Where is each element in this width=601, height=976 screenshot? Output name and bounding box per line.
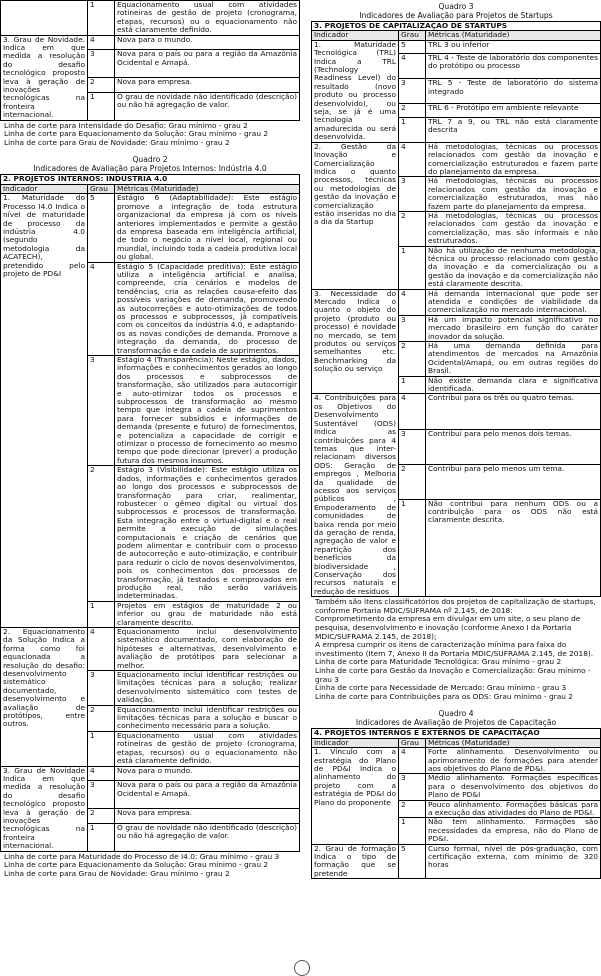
grau-cell: 4	[399, 54, 426, 79]
grau-cell: 2	[399, 211, 426, 246]
metrica-cell: Contribui para os três ou quatro temas.	[426, 394, 601, 429]
grau-cell: 5	[399, 40, 426, 53]
metrica-cell: Equacionamento usual com atividades rotineiras de gestão de projeto (cronograma, etapas, recursos) ou o equacionamento não está claramente definido.	[115, 731, 300, 766]
metrica-cell: Nova para o país ou para a região da Amazônia Ocidental e Amapá.	[115, 50, 300, 78]
grau-cell: 1	[399, 376, 426, 394]
metrica-cell: Há um impacto potencial significativo no mercado brasileiro em função do caráter inovador da solução.	[426, 315, 601, 341]
metrica-cell: Equacionamento inclui identificar restrições ou limitações técnicas para a solução e buscar o conhecimento necessário para a solução.	[115, 705, 300, 731]
table-row	[312, 142, 601, 177]
table-row	[312, 394, 601, 429]
quadro3-caption	[311, 2, 601, 20]
grau-cell: 3	[88, 781, 115, 809]
table-row	[1, 1, 300, 36]
metrica-cell: TRL 6 - Protótipo em ambiente relevante	[426, 104, 601, 117]
grau-cell: 1	[88, 1, 115, 36]
cutoff-note: Linha de corte para Maturidade do Processo de I4.0: Grau mínimo - grau 3	[4, 851, 280, 861]
grau-cell: 2	[399, 464, 426, 499]
indicator-cell: 4. Contribuições para os Objetivos do Desenvolvimento Sustentável (ODS) Indica as contribuições para 4 temas que inter-relacionam diversos ODS: Geração de empregos , Melhoria da qualidade de acesso aos serviços públicos , Empoderamento de comunidades de baixa renda por meio da geração de renda, agregação de valor e repartição dos benefícios da biodiversidade , Conservação dos recursos naturais e redução de resíduos	[312, 394, 399, 597]
header-indicador: Indicador	[312, 31, 399, 40]
metrica-cell: O grau de novidade não identificado (descrição) ou não há agregação de valor.	[115, 92, 300, 120]
quadro3-title: Quadro 3	[438, 2, 474, 11]
grau-cell: 5	[399, 844, 426, 879]
cutoff-note: Linha de corte para Contribuições para os ODS: Grau mínimo - grau 2	[315, 691, 573, 701]
grau-cell: 3	[88, 671, 115, 706]
metrica-cell: TRL 3 ou inferior	[426, 40, 601, 53]
grau-cell: 1	[399, 117, 426, 142]
quadro4-table	[311, 728, 601, 879]
cutoff-note: Também são itens classificatórios dos projetos de capitalização de startups, conforme Portaria MDIC/SUFRAMA nº 2.145, de 2018:	[315, 597, 596, 615]
metrica-cell: Equacionamento inclui identificar restrições ou limitações técnicas para a solução; realizar desenvolvimento sistemático com testes de validação.	[115, 671, 300, 706]
grau-cell: 2	[88, 78, 115, 93]
grau-cell: 4	[88, 35, 115, 50]
metrica-cell: Não há utilização de nenhuma metodologia, técnica ou processo relacionado com gestão da inovação e da comercialização ou a gestão da inovação e da comercialização não está claramente descrita.	[426, 246, 601, 289]
metrica-cell: Pouco alinhamento. Formações básicas para a execução das atividades do Plano de PD&I.	[426, 800, 601, 818]
metrica-cell: Contribui para pelo menos dois temas.	[426, 429, 601, 464]
metrica-cell: Nova para empresa.	[115, 809, 300, 824]
grau-cell: 2	[88, 705, 115, 731]
metrica-cell: Não tem alinhamento. Formações são necessidades da empresa, não do Plano de PD&I.	[426, 818, 601, 844]
grau-cell: 4	[399, 142, 426, 177]
grau-cell: 2	[88, 809, 115, 824]
header-metricas: Métricas (Maturidade)	[426, 31, 601, 40]
header-grau: Grau	[399, 31, 426, 40]
grau-cell: 1	[88, 731, 115, 766]
left-top-notes	[4, 122, 300, 148]
metrica-cell: Equacionamento inclui desenvolvimento sistemático documentado, com elaboração de hipóteses e alternativas, desenvolvimento e avaliação de protótipos para selecionar a melhor.	[115, 628, 300, 671]
quadro2-subtitle: Indicadores de Avaliação para Projetos Internos: Indústria 4.0	[33, 164, 267, 174]
grau-cell: 2	[399, 104, 426, 117]
table-row	[1, 628, 300, 671]
header-indicador: Indicador	[1, 184, 88, 193]
metrica-cell: Estágio 3 (Visibilidade): Este estágio utiliza os dados, informações e conhecimentos gerados ao longo dos processos e subprocessos de transformação para criar, realimentar, robustecer o gêmeo digital ou virtual dos subprocessos e processos de transformação. Esta integração entre o virtual-digital e o real permite a execução de simulações computacionais e criação de cenários que podem alimentar e contribuir com o processo de autocorreção e auto-otimização, e contribuir para reduzir o ciclo de novos desenvolvimentos, pois os conhecimentos dos processos de transformação, já testados e comprovados em produção real, não serão variáveis indeterminadas.	[115, 466, 300, 602]
metrica-cell: Há metodologias, técnicas ou processos relacionados com gestão da inovação e comercialização estruturados e fazem parte do planejamento da empresa.	[426, 142, 601, 177]
metrica-cell: Equacionamento usual com atividades rotineiras de gestão de projeto (cronograma, etapas, recursos) ou o equacionamento não está claramente definido.	[115, 1, 300, 36]
indicator-cell: 3. Grau de Novidade Indica em que medida a resolução do desafio tecnológico proposto leva à geração de inovações tecnológicas na fronteira internacional.	[1, 766, 88, 851]
metrica-cell: TRL 7 a 9, ou TRL não está claramente descrita	[426, 117, 601, 142]
header-indicador: Indicador	[312, 738, 399, 747]
grau-cell: 4	[88, 766, 115, 781]
metrica-cell: Há demanda internacional que pode ser atendida e condições de viabilidade da comercialização no mercado internacional.	[426, 289, 601, 315]
page-number-circle	[294, 960, 310, 976]
indicator-cell: 2. Gestão da Inovação e Comercialização Indica o quanto processos, técnicas ou metodologias de gestão da inovação e comercialização estão inseridas no dia a dia da Startup	[312, 142, 399, 289]
grau-cell: 4	[399, 394, 426, 429]
table-row	[312, 289, 601, 315]
header-grau: Grau	[88, 184, 115, 193]
indicator-cell: 2. Grau de formação Indica o tipo de formação que se pretende	[312, 844, 399, 879]
grau-cell: 2	[399, 800, 426, 818]
metrica-cell: Médio alinhamento. Formações específicas para o desenvolvimento dos objetivos do Plano de PD&I	[426, 774, 601, 800]
grau-cell: 1	[399, 818, 426, 844]
quadro4-section: 4. PROJETOS INTERNOS E EXTERNOS DE CAPACITAÇÃO	[312, 729, 601, 738]
indicator-cell: 1. Maturidade do Processo I4.0 Indica o nível de maturidade de processo da indústria 4.0 (segundo metodologia da ACATECH), pretendido pelo projeto de PD&I	[1, 194, 88, 628]
grau-cell: 4	[399, 748, 426, 774]
indicator-cell: 3. Grau de Novidade. Indica em que medida a resolução do desafio tecnológico proposto leva à geração de inovações tecnológicas na fronteira internacional.	[1, 35, 88, 120]
metrica-cell: TRL 5 - Teste de laboratório do sistema integrado	[426, 79, 601, 104]
cutoff-note: Comprometimento da empresa em divulgar em um site, o seu plano de pesquisa, desenvolvimento e inovação (conforme Anexo I da Portaria MDIC/SUFRAMA 2.145, de 2018);	[315, 614, 581, 641]
metrica-cell: Não contribui para nenhum ODS ou a contribuição para os ODS não está claramente descrita.	[426, 499, 601, 597]
table-row	[312, 40, 601, 53]
cutoff-note: Linha de corte para Gestão da Inovação e Comercialização: Grau mínimo - grau 3	[315, 665, 591, 684]
table-row	[1, 194, 300, 262]
metrica-cell: Forte alinhamento. Desenvolvimento ou aprimoramento de formações para atender aos objetivos do Plano de PD&I.	[426, 748, 601, 774]
quadro3-table	[311, 21, 601, 597]
metrica-cell: TRL 4 - Teste de laboratório dos componentes do protótipo ou processo	[426, 54, 601, 79]
quadro2-notes	[4, 853, 300, 879]
header-grau: Grau	[399, 738, 426, 747]
cutoff-note: Linha de corte para Equacionamento da Solução: Grau mínimo - grau 2	[4, 129, 269, 139]
grau-cell: 1	[88, 601, 115, 627]
grau-cell: 3	[399, 774, 426, 800]
cutoff-note: Linha de corte para Intensidade do Desafio: Grau mínimo - grau 2	[4, 120, 248, 130]
header-metricas: Métricas (Maturidade)	[426, 738, 601, 747]
cutoff-note: Linha de corte para Grau de Novidade: Grau mínimo - grau 2	[4, 868, 230, 878]
quadro2-title: Quadro 2	[132, 155, 168, 165]
grau-cell: 3	[88, 356, 115, 466]
grau-cell: 4	[88, 262, 115, 355]
metrica-cell: Nova para o país ou para a região da Amazônia Ocidental e Amapá.	[115, 781, 300, 809]
header-metricas: Métricas (Maturidade)	[115, 184, 300, 193]
grau-cell: 3	[399, 429, 426, 464]
grau-cell: 3	[399, 315, 426, 341]
metrica-cell: Há uma demanda definida para atendimentos de mercados na Amazônia Ocidental/Amapá, ou em outras regiões do Brasil.	[426, 342, 601, 377]
cutoff-note: A empresa cumprir os itens de caracterização mínima para faixa do investimento (Item 7, Anexo II da Portaria MDIC/SUFRAMA 2.145, de 2018).	[315, 640, 594, 658]
metrica-cell: Há metodologias, técnicas ou processos relacionados com gestão da inovação e comercialização estruturados, mas não fazem parte do planejamento da empresa.	[426, 177, 601, 212]
right-column	[311, 0, 601, 879]
quadro4-title: Quadro 4	[438, 709, 474, 719]
table-row	[1, 766, 300, 781]
indicator-cell: 1. Maturidade Tecnológica (TRL) Indica a TRL (Technology Readiness Level) do resultado (novo produto ou processo desenvolvido), ou seja, se já é uma tecnologia amadurecida ou será desenvolvida.	[312, 40, 399, 142]
quadro3-notes	[315, 598, 601, 701]
quadro4-caption	[311, 709, 601, 727]
metrica-cell: Contribui para pelo menos um tema.	[426, 464, 601, 499]
grau-cell: 4	[399, 289, 426, 315]
metrica-cell: Nova para empresa.	[115, 78, 300, 93]
grau-cell: 1	[88, 92, 115, 120]
metrica-cell: Há metodologias, técnicas ou processos relacionados com gestão da inovação e comercialização, mas são informais e não estruturados.	[426, 211, 601, 246]
grau-cell: 1	[88, 823, 115, 851]
grau-cell: 3	[399, 177, 426, 212]
metrica-cell: Nova para o mundo.	[115, 766, 300, 781]
indicator-cell	[1, 1, 88, 36]
metrica-cell: Não existe demanda clara e significativa identificada.	[426, 376, 601, 394]
quadro4-subtitle: Indicadores de Avaliação de Projetos de Capacitação	[355, 718, 557, 728]
cutoff-note: Linha de corte para Maturidade Tecnológica: Grau mínimo - grau 2	[315, 657, 562, 667]
table-row	[312, 748, 601, 774]
quadro2-caption	[0, 155, 300, 173]
metrica-cell: Curso formal, nível de pós-graduação, com certificação externa, com mínimo de 320 horas	[426, 844, 601, 879]
left-column	[0, 0, 300, 878]
indicator-cell: 2. Equacionamento da Solução Indica a forma como foi equacionada a resolução do desafio: desenvolvimento sistemático documentado, desenvolvimento e avaliação de protótipos, entre outros.	[1, 628, 88, 767]
grau-cell: 4	[88, 628, 115, 671]
indicator-cell: 1. Vínculo com a estratégia do Plano de PD&I Indica o alinhamento do projeto com a estratégia de PD&I do Plano do proponente	[312, 748, 399, 844]
cutoff-note: Linha de corte para Grau de Novidade: Grau mínimo - grau 2	[4, 137, 230, 147]
grau-cell: 1	[399, 246, 426, 289]
grau-cell: 1	[399, 499, 426, 597]
quadro2-table	[0, 174, 300, 851]
table-row	[312, 844, 601, 879]
cutoff-note: Linha de corte para Equacionamento da Solução: Grau mínimo - grau 2	[4, 860, 269, 870]
cutoff-note: Linha de corte para Necessidade de Mercado: Grau mínimo - grau 3	[315, 683, 567, 693]
grau-cell: 2	[399, 342, 426, 377]
left-top-table	[0, 0, 300, 121]
metrica-cell: O grau de novidade não identificado (descrição) ou não há agregação de valor.	[115, 823, 300, 851]
grau-cell: 3	[399, 79, 426, 104]
quadro2-section: 2. PROJETOS INTERNOS: INDÚSTRIA 4.0	[1, 175, 300, 184]
grau-cell: 5	[88, 194, 115, 262]
metrica-cell: Estágio 5 (Capacidade preditiva): Este estágio utiliza a inteligência artificial e analisa, compreende, cria cenários e modelos de tendências, cria as relações causa-efeito das possíveis variações de demanda, promovendo as autocorreções e auto-otimizações de todos os processos e subprocessos, já compatíveis com os conceitos da indústria 4.0, e adaptando-os as novas condições de demanda. Promove a integração da demanda, do processo de transformação e da cadeia de suprimentos.	[115, 262, 300, 355]
grau-cell: 2	[88, 466, 115, 602]
quadro3-section: 3. PROJETOS DE CAPITALIZAÇÃO DE STARTUPS	[312, 22, 601, 31]
metrica-cell: Estágio 4 (Transparência): Neste estágio, dados, informações e conhecimentos gerados ao longo dos processos e subprocessos de transformação, são utilizados para autocorrigir e auto-otimizar todos os processos e subprocessos de transformação ao mesmo tempo que integra a cadeia de suprimentos para fornecer subsídios e informações de demanda (presente e futuro) de fornecimentos, e potencializa a capacidade de corrigir e otimizar o processo de fornecimento ao mesmo tempo que pode direcionar (prever) a produção futura dos mesmos insumos.	[115, 356, 300, 466]
metrica-cell: Nova para o mundo.	[115, 35, 300, 50]
quadro3-subtitle: Indicadores de Avaliação para Projetos de Startups	[359, 11, 553, 20]
metrica-cell: Estágio 6 (Adaptabilidade): Este estágio promove a integração de toda estrutura organizacional da empresa já com os níveis anteriores implementados e permite a gestão da empresa baseada em inteligência artificial, de todo o negócio a nível local, regional ou mundial, incluindo toda a cadeia produtiva local ou global.	[115, 194, 300, 262]
metrica-cell: Projetos em estágios de maturidade 2 ou inferior ou grau de maturidade não está claramente descrito.	[115, 601, 300, 627]
grau-cell: 3	[88, 50, 115, 78]
table-row	[1, 35, 300, 50]
indicator-cell: 3. Necessidade do Mercado Indica o quanto o objeto do projeto (produto ou processo) é novidade no mercado, se tem produtos ou serviços semelhantes etc. Benchmarking da solução ou serviço	[312, 289, 399, 394]
